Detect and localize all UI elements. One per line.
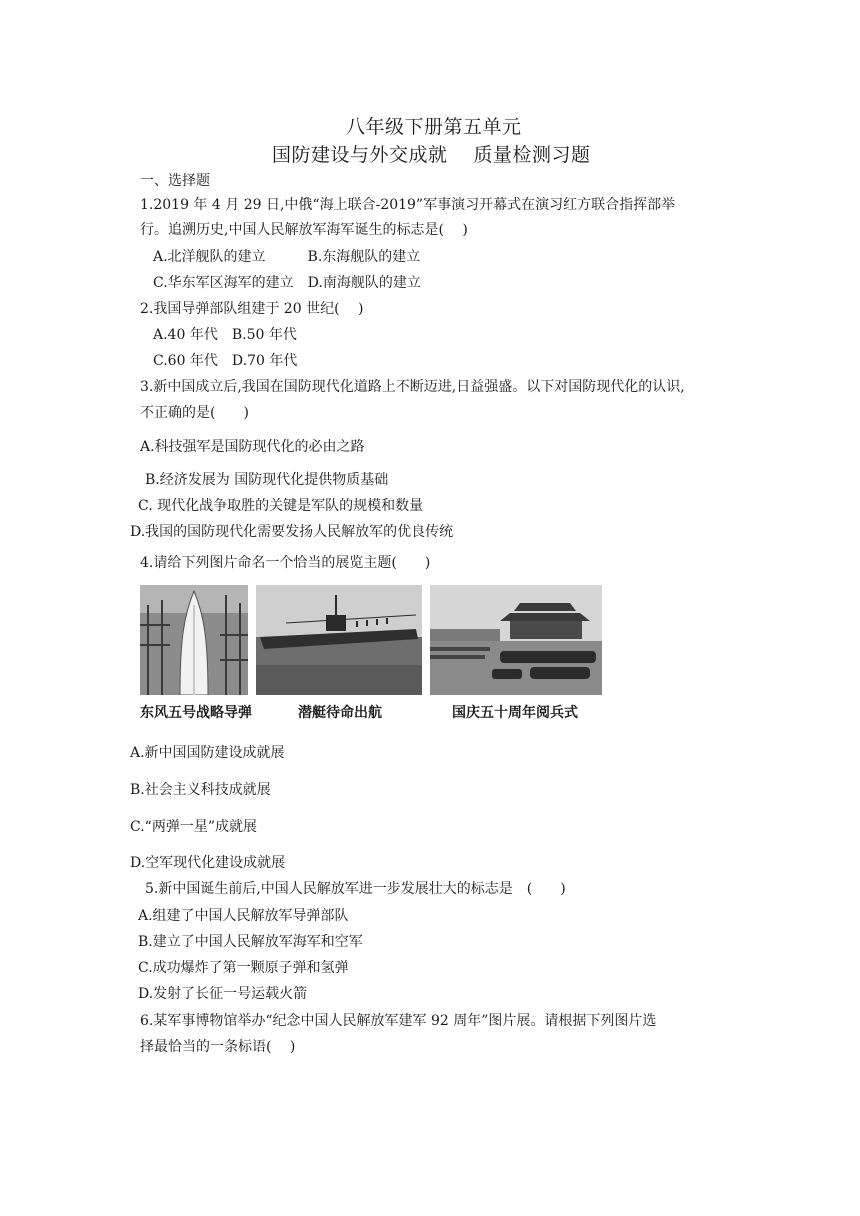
- q6-stem-line1: 6.某军事博物馆举办“纪念中国人民解放军建军 92 周年”图片展。请根据下列图片选: [140, 1013, 657, 1029]
- q4-option-a: A.新中国国防建设成就展: [130, 745, 285, 761]
- q2-options-row1: A.40 年代 B.50 年代: [153, 327, 297, 343]
- submarine-photo: [256, 585, 422, 695]
- q4-stem: 4.请给下列图片命名一个恰当的展览主题( ): [140, 555, 431, 571]
- q4-option-d: D.空军现代化建设成就展: [130, 855, 286, 871]
- parade-photo: [430, 585, 602, 695]
- q3-option-a: A.科技强军是国防现代化的必由之路: [140, 439, 365, 455]
- submarine-caption: 潜艇待命出航: [298, 705, 382, 721]
- parade-caption: 国庆五十周年阅兵式: [452, 705, 578, 721]
- q3-option-b: B.经济发展为 国防现代化提供物质基础: [145, 472, 389, 488]
- missile-photo: [140, 585, 248, 695]
- q1-stem-line2: 行。追溯历史,中国人民解放军海军诞生的标志是( ): [140, 222, 468, 238]
- q4-option-b: B.社会主义科技成就展: [130, 782, 271, 798]
- q1-options-row1: A.北洋舰队的建立 B.东海舰队的建立: [153, 249, 421, 265]
- q5-stem: 5.新中国诞生前后,中国人民解放军进一步发展壮大的标志是 ( ): [145, 881, 566, 897]
- q3-option-c: C. 现代化战争取胜的关键是军队的规模和数量: [138, 498, 424, 514]
- q5-option-d: D.发射了长征一号运载火箭: [138, 986, 308, 1002]
- missile-caption: 东风五号战略导弹: [140, 705, 252, 721]
- q5-option-b: B.建立了中国人民解放军海军和空军: [138, 934, 363, 950]
- q2-options-row2: C.60 年代 D.70 年代: [153, 353, 298, 369]
- q6-stem-line2: 择最恰当的一条标语( ): [140, 1039, 296, 1055]
- q3-option-d: D.我国的国防现代化需要发扬人民解放军的优良传统: [130, 524, 454, 540]
- section-heading: 一、选择题: [140, 173, 210, 189]
- document-subtitle: 国防建设与外交成就 质量检测习题: [272, 144, 591, 166]
- q4-option-c: C.“两弹一星”成就展: [130, 819, 257, 835]
- q2-stem: 2.我国导弹部队组建于 20 世纪( ): [140, 301, 364, 317]
- q5-option-c: C.成功爆炸了第一颗原子弹和氢弹: [138, 960, 349, 976]
- q3-stem-line1: 3.新中国成立后,我国在国防现代化道路上不断迈进,日益强盛。以下对国防现代化的认识,: [140, 379, 685, 395]
- document-title: 八年级下册第五单元: [346, 116, 522, 138]
- q3-stem-line2: 不正确的是( ): [140, 405, 249, 421]
- q5-option-a: A.组建了中国人民解放军导弹部队: [138, 908, 349, 924]
- q1-options-row2: C.华东军区海军的建立 D.南海舰队的建立: [153, 275, 421, 291]
- q1-stem-line1: 1.2019 年 4 月 29 日,中俄“海上联合-2019”军事演习开幕式在演习红方联合指挥部举: [140, 197, 676, 213]
